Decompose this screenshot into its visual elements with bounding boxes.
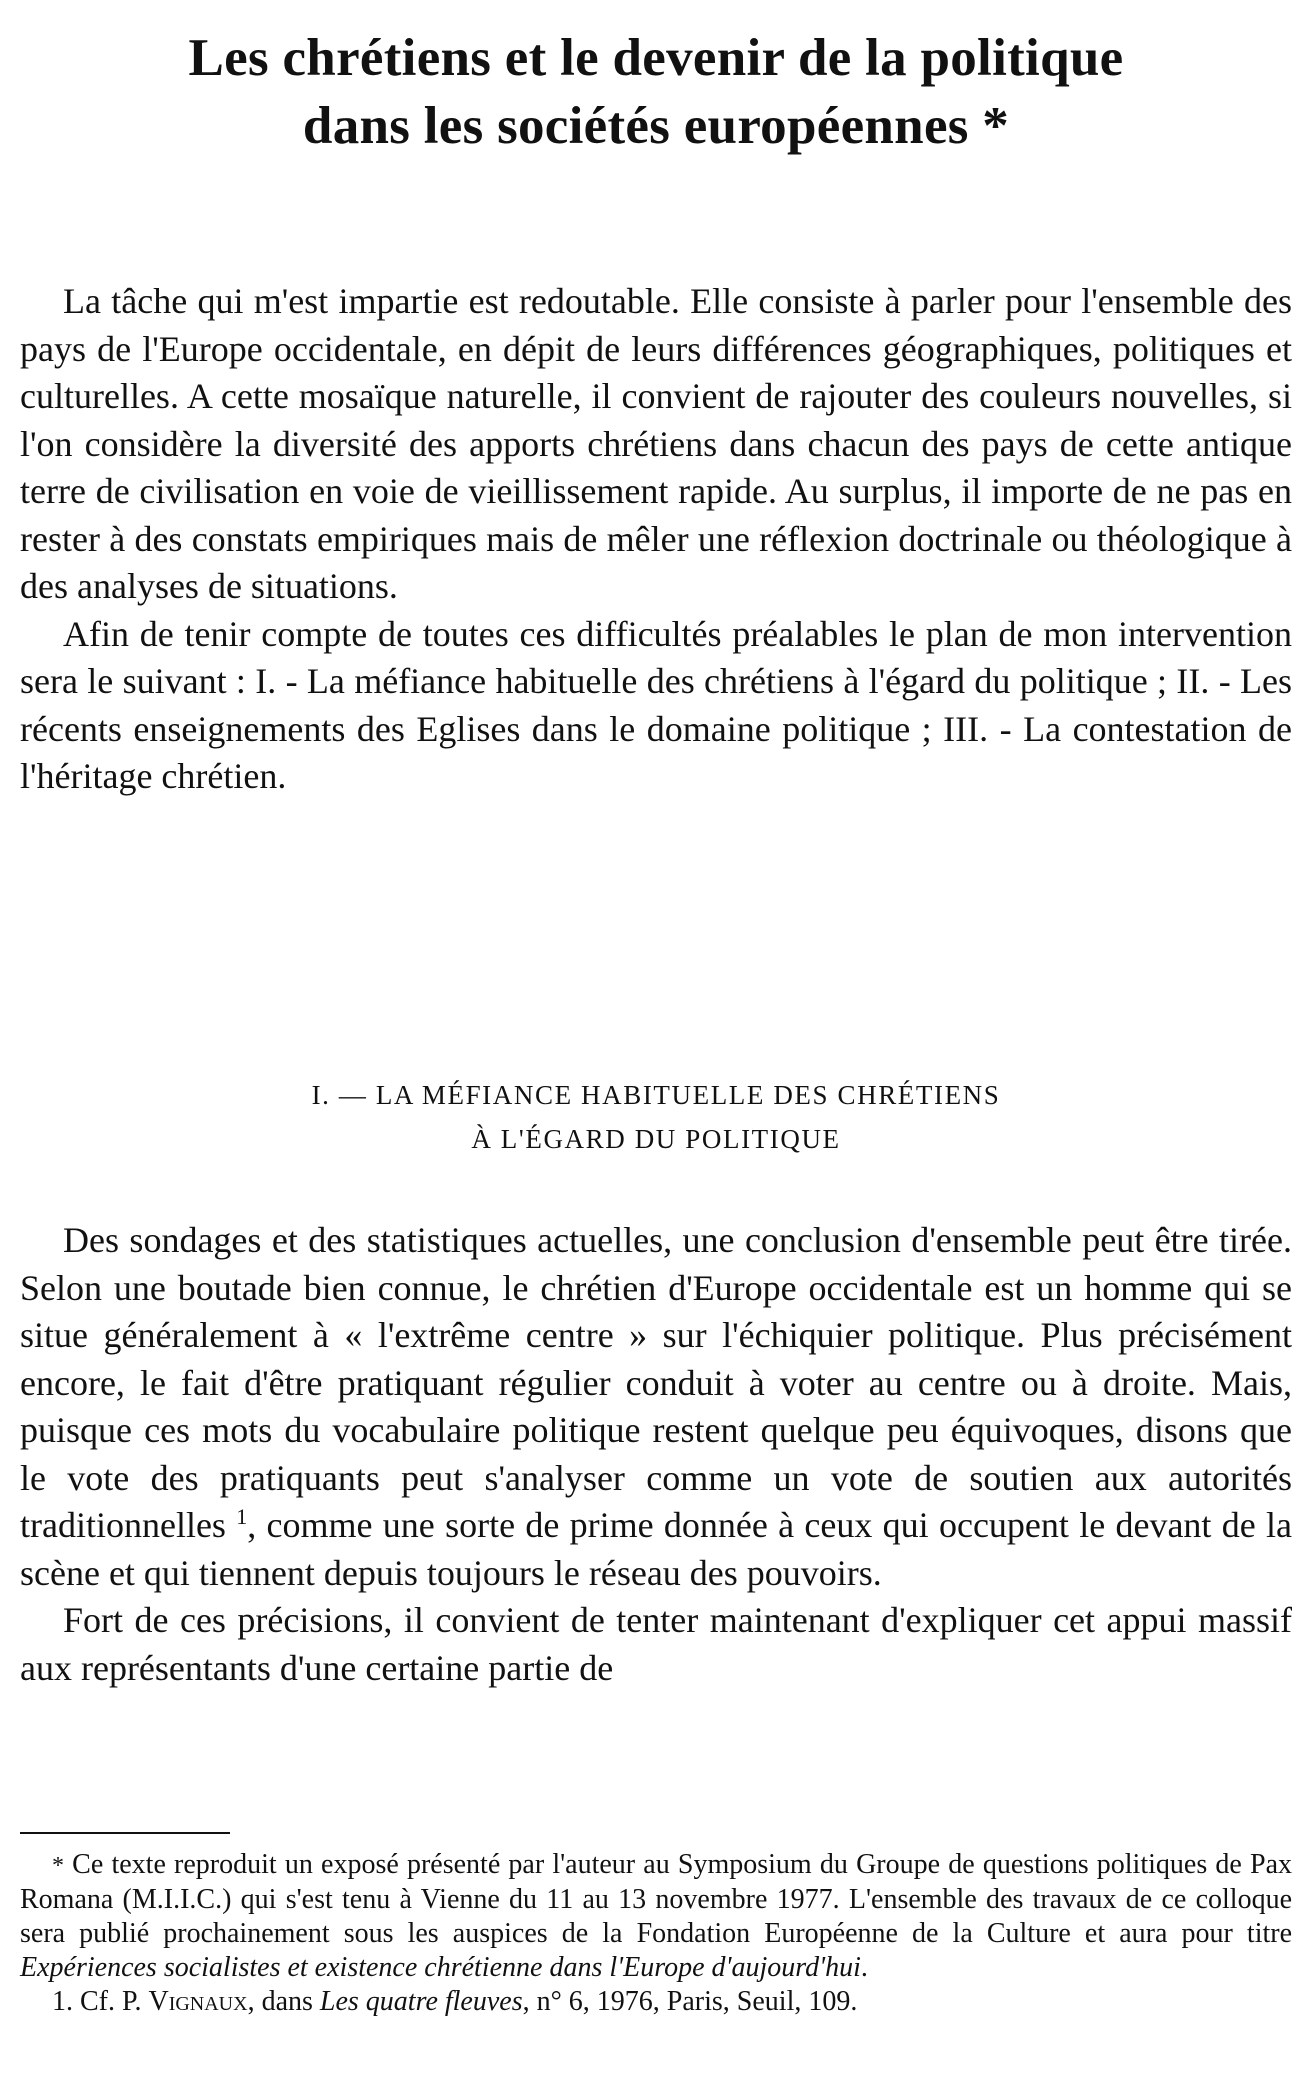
footnote-1	[20, 1985, 1292, 2019]
article-title	[20, 24, 1292, 160]
section-body	[20, 1217, 1292, 1692]
footnote-1-text-c: , n° 6, 1976, Paris, Seuil, 109.	[522, 1986, 858, 2017]
section-heading-line-1: I. — LA MÉFIANCE HABITUELLE DES CHRÉTIENS	[311, 1080, 1001, 1110]
footnote-star-text-b: .	[860, 1952, 868, 1983]
footnote-separator	[20, 1832, 230, 1834]
footnotes	[20, 1848, 1292, 2019]
footnote-star	[20, 1848, 1292, 1985]
section-paragraph-1-text-b: , comme une sorte de prime donnée à ceux qui occupent le devant de la scène et qui tiennent depuis toujours le réseau des pouvoirs.	[20, 1505, 1292, 1593]
footnote-reference-1: 1	[236, 1504, 248, 1529]
footnote-1-text-a: 1. Cf. P.	[52, 1986, 149, 2017]
intro-paragraph-1: La tâche qui m'est impartie est redoutable. Elle consiste à parler pour l'ensemble des pays de l'Europe occidentale, en dépit de leurs différences géographiques, politiques et culturelles. A cette mosaïque naturelle, il convient de rajouter des couleurs nouvelles, si l'on considère la diversité des apports chrétiens dans chacun des pays de cette antique terre de civilisation en voie de vieillissement rapide. Au surplus, il importe de ne pas en rester à des constats empiriques mais de mêler une réflexion doctrinale ou théologique à des analyses de situations.	[20, 281, 1292, 606]
title-line-2: dans les sociétés européennes *	[302, 97, 1010, 155]
title-line-1: Les chrétiens et le devenir de la politique	[188, 29, 1124, 87]
section-heading-line-2: À L'ÉGARD DU POLITIQUE	[471, 1124, 841, 1154]
footnote-1-author: Vignaux	[148, 1986, 248, 2017]
footnote-star-mark: *	[52, 1853, 64, 1879]
footnote-star-text-a: Ce texte reproduit un exposé présenté par l'auteur au Symposium du Groupe de questions politiques de Pax Romana (M.I.I.C.) qui s'est tenu à Vienne du 11 au 13 novembre 1977. L'ensemble des travaux de ce colloque sera publié prochainement sous les auspices de la Fondation Européenne de la Culture et aura pour titre	[20, 1849, 1292, 1949]
introduction	[20, 278, 1292, 801]
footnote-star-book-title: Expériences socialistes et existence chrétienne dans l'Europe d'aujourd'hui	[20, 1952, 861, 1983]
section-paragraph-1-text-a: Des sondages et des statistiques actuelles, une conclusion d'ensemble peut être tirée. Selon une boutade bien connue, le chrétien d'Europe occidentale est un homme qui se situe généralement à « l'extrême centre » sur l'échiquier politique. Plus précisément encore, le fait d'être pratiquant régulier conduit à voter au centre ou à droite. Mais, puisque ces mots du vocabulaire politique restent quelque peu équivoques, disons que le vote des pratiquants peut s'analyser comme un vote de soutien aux autorités traditionnelles	[20, 1220, 1292, 1545]
section-heading	[20, 1073, 1292, 1161]
intro-paragraph-2: Afin de tenir compte de toutes ces difficultés préalables le plan de mon intervention sera le suivant : I. - La méfiance habituelle des chrétiens à l'égard du politique ; II. - Les récents enseignements des Eglises dans le domaine politique ; III. - La contestation de l'héritage chrétien.	[20, 613, 1292, 796]
footnote-1-journal-title: Les quatre fleuves	[319, 1986, 523, 2017]
section-paragraph-2: Fort de ces précisions, il convient de tenter maintenant d'expliquer cet appui massif aux représentants d'une certaine partie de	[20, 1600, 1292, 1688]
document-page	[20, 0, 1292, 2017]
section-paragraph-1	[20, 1217, 1292, 1597]
footnote-1-text-b: , dans	[247, 1986, 320, 2017]
